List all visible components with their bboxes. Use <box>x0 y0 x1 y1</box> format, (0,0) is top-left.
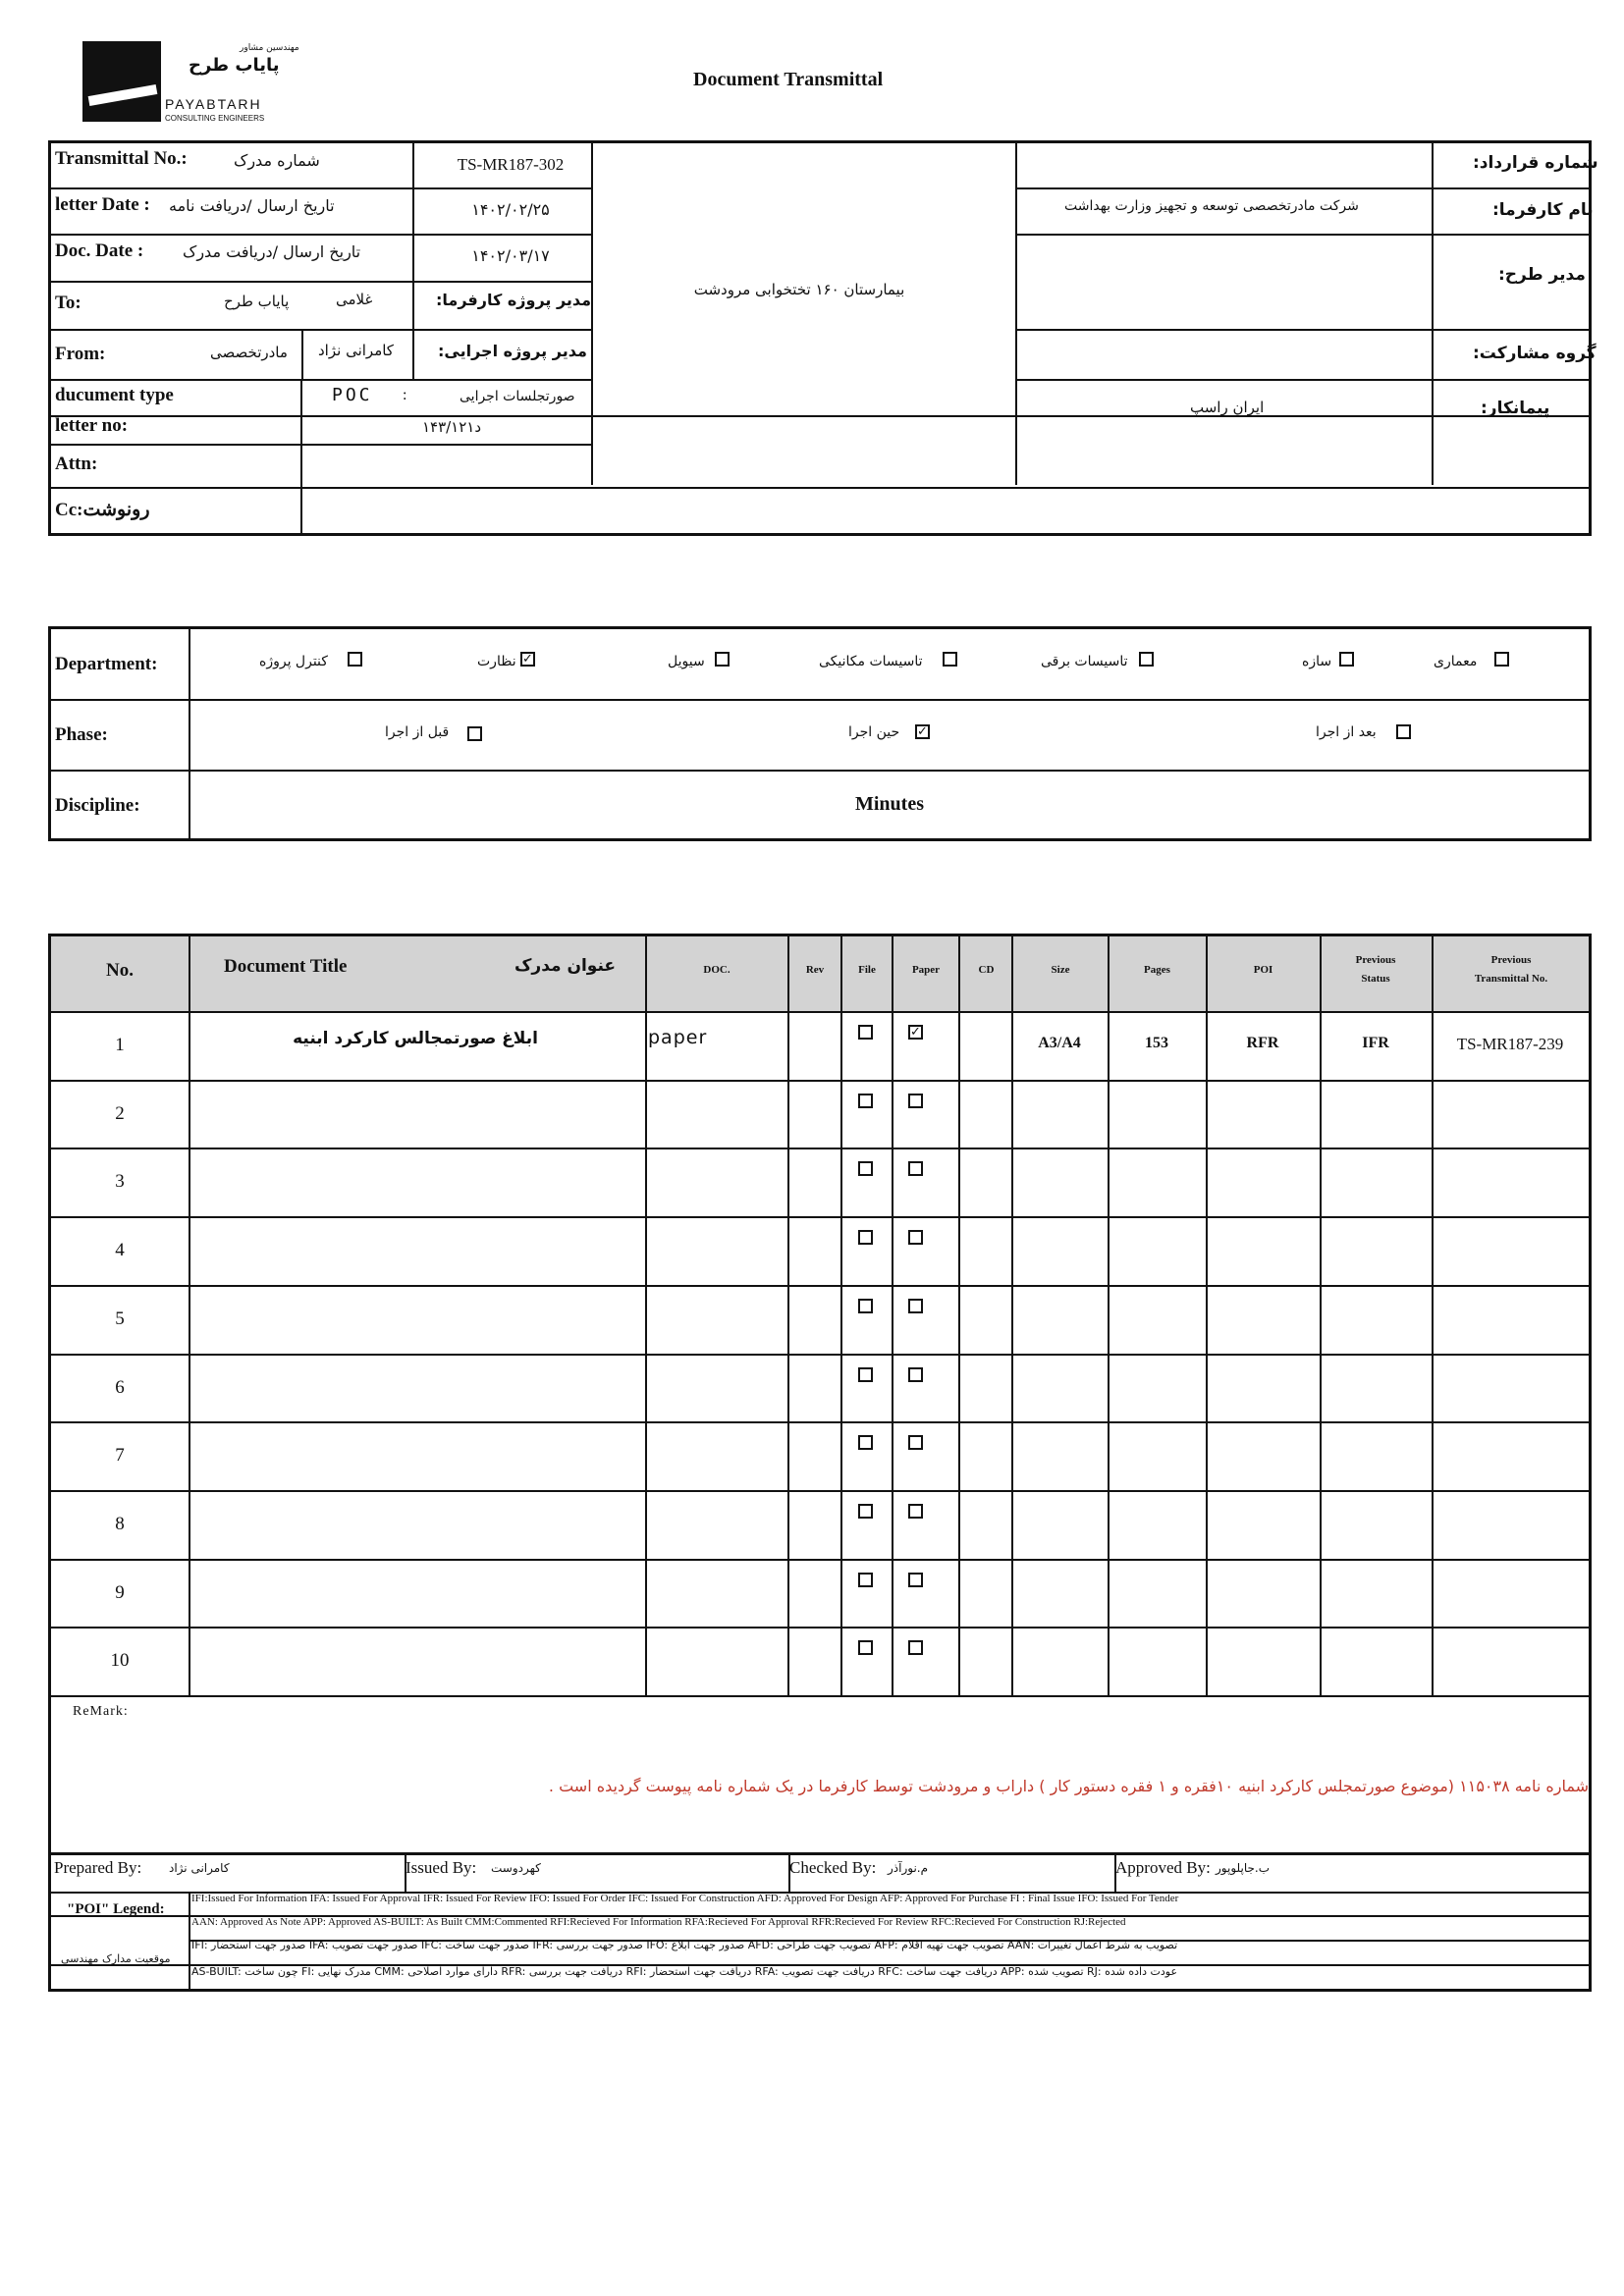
transmittal-no-value: TS-MR187-302 <box>457 155 565 174</box>
paper-checkbox[interactable] <box>908 1094 923 1108</box>
client-pm-label: مدیر پروژه کارفرما: <box>436 291 592 309</box>
letter-date-label-fa: تاریخ ارسال /دریافت نامه <box>169 196 335 215</box>
dept-label-supervision: نظارت <box>477 654 516 669</box>
logo-text-fa-top: مهندسین مشاور <box>240 43 299 53</box>
row-no: 6 <box>115 1376 125 1398</box>
row-no: 7 <box>115 1445 125 1467</box>
dept-label-structure: سازه <box>1302 654 1332 669</box>
row-no: 9 <box>115 1581 125 1603</box>
paper-checkbox[interactable] <box>908 1573 923 1587</box>
checked-by-value: م.نورآذر <box>888 1861 929 1875</box>
phase-label-before: قبل از اجرا <box>385 724 450 740</box>
dept-checkbox-civil[interactable] <box>715 652 730 667</box>
doc-type-colon: : <box>403 387 407 403</box>
row-size: A3/A4 <box>1038 1035 1081 1051</box>
design-manager-label: مدیر طرح: <box>1498 265 1586 285</box>
cc-label: Cc:رونوشت <box>55 500 150 520</box>
from-value: مادرتخصصی <box>210 344 288 361</box>
doc-date-label-fa: تاریخ ارسال /دریافت مدرک <box>183 242 361 261</box>
dept-label-civil: سیویل <box>668 654 705 669</box>
logo-text-en: PAYABTARH <box>165 96 262 112</box>
paper-checkbox[interactable] <box>908 1161 923 1176</box>
department-label: Department: <box>55 654 158 674</box>
logo-mark <box>82 41 161 122</box>
file-checkbox[interactable] <box>858 1230 873 1245</box>
row-no: 1 <box>115 1035 125 1055</box>
col-header-no: No. <box>106 960 134 981</box>
file-checkbox[interactable] <box>858 1094 873 1108</box>
dept-checkbox-mechanical[interactable] <box>943 652 957 667</box>
logo-text-fa: پایاب طرح <box>189 55 280 76</box>
file-checkbox[interactable] <box>858 1367 873 1382</box>
table-row <box>51 1216 1589 1285</box>
letter-date-label: letter Date : <box>55 194 150 215</box>
project-name: بیمارستان ۱۶۰ تختخوابی مرودشت <box>693 281 905 298</box>
remark-label: ReMark: <box>73 1704 129 1719</box>
paper-checkbox[interactable] <box>908 1504 923 1519</box>
col-header-doc: DOC. <box>703 964 731 976</box>
file-checkbox[interactable] <box>858 1640 873 1655</box>
dept-label-mechanical: تاسیسات مکانیکی <box>819 654 923 669</box>
row-title: ابلاغ صورتمجالس کارکرد ابنیه <box>293 1029 538 1048</box>
issued-by-value: کهردوست <box>491 1861 541 1875</box>
file-checkbox[interactable] <box>858 1161 873 1176</box>
letter-date-value: ۱۴۰۲/۰۲/۲۵ <box>471 200 550 219</box>
file-checkbox[interactable] <box>858 1573 873 1587</box>
client-pm-name: غلامی <box>336 291 373 308</box>
phase-checkbox-during[interactable]: ✓ <box>915 724 930 739</box>
paper-checkbox[interactable]: ✓ <box>908 1025 923 1040</box>
row-no: 8 <box>115 1513 125 1534</box>
row-doc: paper <box>648 1027 708 1048</box>
row-pages: 153 <box>1145 1035 1168 1051</box>
col-header-prev-trans-1: Previous <box>1490 954 1532 966</box>
col-header-title-fa: عنوان مدرک <box>514 956 617 976</box>
row-no: 4 <box>115 1240 125 1261</box>
checked-by-label: Checked By: <box>789 1858 877 1877</box>
table-row <box>51 1148 1589 1216</box>
col-header-rev: Rev <box>805 964 825 976</box>
doc-type-value: صورتجلسات اجرایی <box>460 389 575 404</box>
col-header-cd: CD <box>978 964 995 976</box>
file-checkbox[interactable] <box>858 1435 873 1450</box>
contractor-value: ایران راسپ <box>1190 399 1265 416</box>
table-row <box>51 1285 1589 1354</box>
col-header-poi: POI <box>1253 964 1273 976</box>
col-header-pages: Pages <box>1144 964 1170 976</box>
transmittal-no-label: Transmittal No.: <box>55 148 188 169</box>
col-header-paper: Paper <box>911 964 941 976</box>
row-prev-transmittal: TS-MR187-239 <box>1456 1035 1564 1053</box>
remark-text: شماره نامه ۱۱۵۰۳۸ (موضوع صورتمجلس کارکرد ابنیه ۱۰فقره و ۱ فقره دستور کار ) داراب و مرودشت توسط کارفرما در یک شماره نامه پیوست گردیده است . <box>548 1777 1589 1795</box>
discipline-value: Minutes <box>855 793 924 815</box>
col-header-prev-trans-2: Transmittal No. <box>1474 973 1548 985</box>
legend-line-1: IFI:Issued For Information IFA: Issued For Approval IFR: Issued For Review IFO: Issued For Order IFC: Issued For Construction AFD: Approved For Design AFP: Approved For Purchase FI : Final Issue IFO: Issued For Tender <box>191 1893 1179 1904</box>
dept-checkbox-structure[interactable] <box>1339 652 1354 667</box>
col-header-size: Size <box>1051 964 1070 976</box>
page-title: Document Transmittal <box>693 69 884 90</box>
phase-checkbox-after[interactable] <box>1396 724 1411 739</box>
col-header-title-en: Document Title <box>224 956 348 977</box>
doc-type-label: ducument type <box>55 385 174 405</box>
client-value: شرکت مادرتخصصی توسعه و تجهیز وزارت بهداشت <box>1064 198 1359 214</box>
phase-label: Phase: <box>55 724 108 745</box>
table-row <box>51 1627 1589 1695</box>
letter-no-label: letter no: <box>55 415 129 436</box>
doc-date-label: Doc. Date : <box>55 240 144 261</box>
table-row <box>51 1559 1589 1628</box>
doc-type-code: POC <box>332 385 373 405</box>
col-header-prev-status-2: Status <box>1361 973 1390 985</box>
to-label: To: <box>55 293 81 313</box>
row-no: 3 <box>115 1171 125 1193</box>
paper-checkbox[interactable] <box>908 1230 923 1245</box>
table-row <box>51 1354 1589 1422</box>
to-value: پایاب طرح <box>224 293 290 310</box>
exec-pm-name: کامرانی نژاد <box>318 342 394 359</box>
dept-label-electrical: تاسیسات برقی <box>1041 654 1128 669</box>
poi-legend-label: "POI" Legend: <box>67 1901 165 1917</box>
table-row <box>51 1011 1589 1080</box>
file-checkbox[interactable] <box>858 1299 873 1313</box>
row-no: 2 <box>115 1102 125 1124</box>
phase-label-after: بعد از اجرا <box>1316 724 1377 740</box>
row-poi: RFR <box>1246 1035 1279 1051</box>
row-prev-status: IFR <box>1362 1035 1389 1051</box>
table-row <box>51 1490 1589 1559</box>
exec-pm-label: مدیر پروژه اجرایی: <box>438 342 587 360</box>
phase-checkbox-before[interactable] <box>467 726 482 741</box>
legend-line-4: AS-BUILT: چون ساخت FI: مدرک نهایی CMM: دارای موارد اصلاحی RFR: دریافت جهت بررسی RFI: دریافت جهت استحضار RFA: دریافت جهت تصویب RFC: دریافت جهت ساخت APP: تصویب شده RJ: عودت داده شده <box>191 1965 1178 1978</box>
prepared-by-value: کامرانی نژاد <box>169 1861 230 1875</box>
paper-checkbox[interactable] <box>908 1435 923 1450</box>
file-checkbox[interactable] <box>858 1504 873 1519</box>
col-header-prev-status-1: Previous <box>1355 954 1396 966</box>
engineering-docs-position-label: موقعیت مدارک مهندسی <box>61 1952 171 1965</box>
letter-no-value: د۱۴۳/۱۲۱ <box>421 418 482 436</box>
doc-date-value: ۱۴۰۲/۰۳/۱۷ <box>471 246 550 265</box>
issued-by-label: Issued By: <box>406 1858 477 1877</box>
logo-subtitle: CONSULTING ENGINEERS <box>165 114 265 123</box>
table-row <box>51 1080 1589 1148</box>
prepared-by-label: Prepared By: <box>54 1858 142 1877</box>
approved-by-value: ب.جاپلوپور <box>1216 1861 1271 1875</box>
dept-label-architecture: معماری <box>1434 654 1478 669</box>
dept-label-project-control: کنترل پروژه <box>259 654 328 669</box>
dept-checkbox-architecture[interactable] <box>1494 652 1509 667</box>
contractor-label: پیمانکار: <box>1481 399 1550 418</box>
row-no: 5 <box>115 1308 125 1329</box>
transmittal-no-label-fa: شماره مدرک <box>234 151 320 170</box>
approved-by-label: Approved By: <box>1115 1858 1211 1877</box>
legend-line-3: IFI: صدور جهت استحضار IFA: صدور جهت تصویب IFC: صدور جهت ساخت IFR: صدور جهت بررسی IFO: صدور جهت ابلاغ AFD: تصویب جهت طراحی AFP: تصویب جهت تهیه اقلام AAN: تصویب به شرط اعمال تغییرات <box>191 1939 1178 1951</box>
row-no: 10 <box>110 1650 130 1672</box>
table-row <box>51 1421 1589 1490</box>
col-header-file: File <box>858 964 876 976</box>
paper-checkbox[interactable] <box>908 1367 923 1382</box>
partnership-label: گروه مشارکت: <box>1473 344 1597 363</box>
contract-no-label: شماره قرارداد: <box>1473 153 1598 173</box>
client-label: نام کارفرما: <box>1492 200 1594 220</box>
attn-label: Attn: <box>55 454 98 474</box>
dept-checkbox-project-control[interactable] <box>348 652 362 667</box>
legend-line-2: AAN: Approved As Note APP: Approved AS-BUILT: As Built CMM:Commented RFI:Recieved For Information RFA:Recieved For Approval RFR:Recieved For Review RFC:Recieved For Construction RJ:Rejected <box>191 1916 1126 1928</box>
phase-label-during: حین اجرا <box>848 724 900 740</box>
paper-checkbox[interactable] <box>908 1640 923 1655</box>
file-checkbox[interactable] <box>858 1025 873 1040</box>
paper-checkbox[interactable] <box>908 1299 923 1313</box>
dept-checkbox-electrical[interactable] <box>1139 652 1154 667</box>
discipline-label: Discipline: <box>55 795 140 816</box>
company-logo <box>82 41 299 128</box>
dept-checkbox-supervision[interactable]: ✓ <box>520 652 535 667</box>
from-label: From: <box>55 344 106 364</box>
